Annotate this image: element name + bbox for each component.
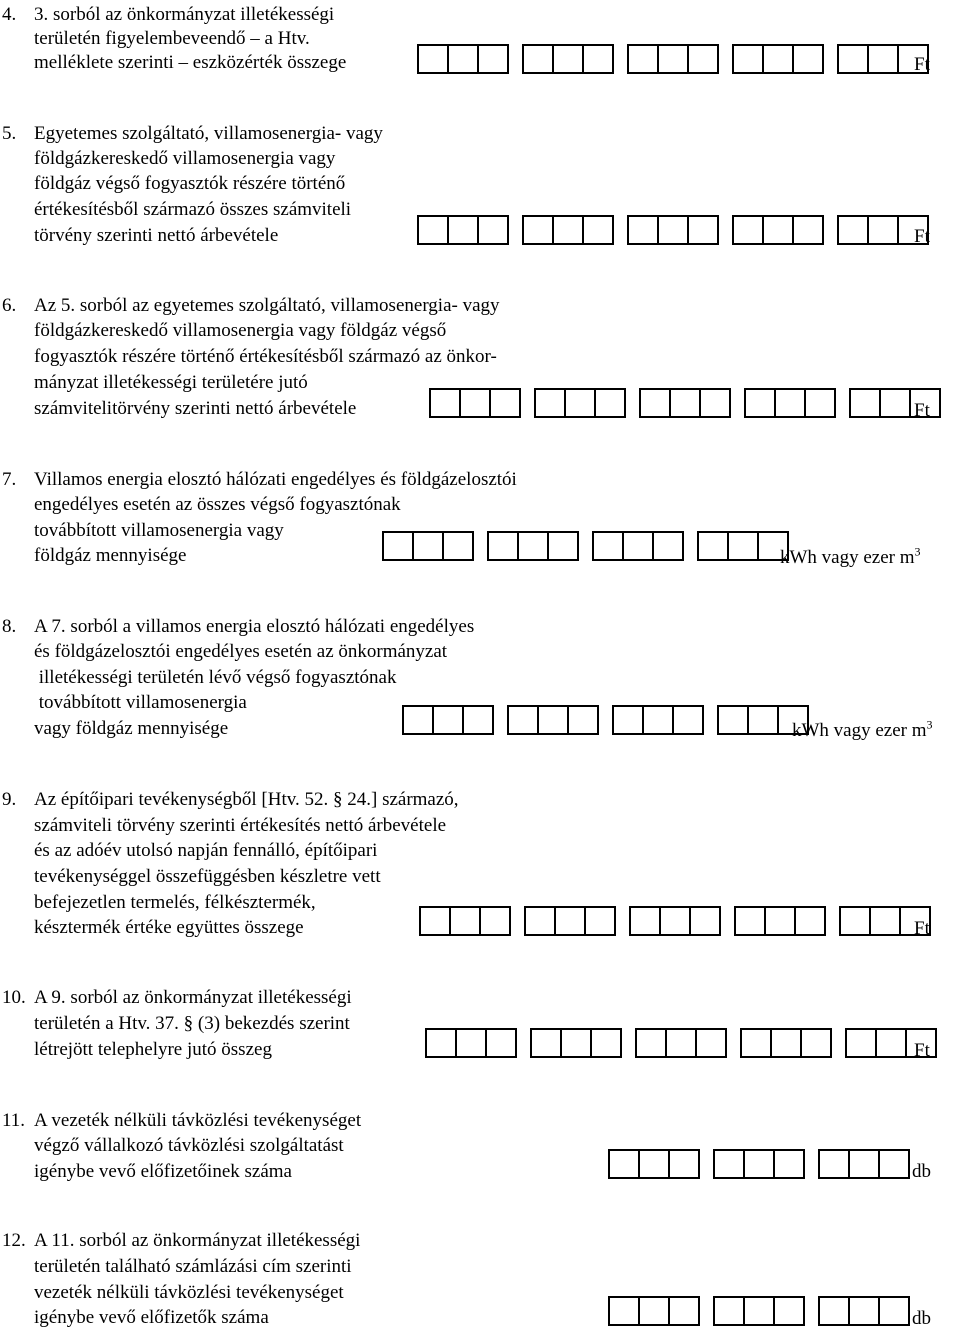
digit-cell[interactable] [869,217,899,243]
digit-group [417,44,509,74]
unit-text: kWh vagy ezer m [780,547,915,568]
digit-cell[interactable] [880,1151,908,1177]
row-label-line: melléklete szerinti – eszközérték összege [34,52,347,73]
digit-group [740,1028,832,1058]
digit-group [524,906,616,936]
digit-cell[interactable] [610,1151,640,1177]
digit-cell[interactable] [519,533,549,559]
row-label-line: törvény szerinti nettó árbevétele [34,225,279,246]
digit-cell[interactable] [427,1030,457,1056]
digit-cell[interactable] [734,217,764,243]
row-label-line: földgázkereskedő villamosenergia vagy [34,148,336,169]
digit-cell[interactable] [569,707,597,733]
digit-cell[interactable] [839,46,869,72]
row-number: 4. [2,4,17,25]
row-label-line: A 11. sorból az önkormányzat illetékességi [34,1230,361,1251]
quantity-field[interactable] [382,531,789,561]
row-label-line: vezeték nélküli távközlési tevékenységet [34,1282,344,1303]
row-label-line: és földgázelosztói engedélyes esetén az önkormányzat [34,641,448,662]
digit-group [629,906,721,936]
digit-cell[interactable] [584,217,612,243]
digit-cell[interactable] [444,533,472,559]
unit-label: db [912,1308,931,1329]
digit-cell[interactable] [766,908,796,934]
digit-cell[interactable] [794,217,822,243]
digit-cell[interactable] [775,1298,803,1324]
digit-cell[interactable] [487,1030,515,1056]
digit-cell[interactable] [584,46,612,72]
row-number: 12. [2,1230,26,1251]
digit-cell[interactable] [539,707,569,733]
row-label-line: késztermék értéke együttes összege [34,917,304,938]
row-label-line: igénybe vevő előfizetők száma [34,1307,269,1328]
digit-group [818,1149,910,1179]
unit-label: Ft [914,226,930,247]
digit-group [732,215,824,245]
digit-cell[interactable] [509,707,539,733]
digit-cell[interactable] [464,707,492,733]
digit-cell[interactable] [524,46,554,72]
digit-cell[interactable] [554,46,584,72]
unit-label [792,717,933,742]
row-label-line: A vezeték nélküli távközlési tevékenységet [34,1110,362,1131]
row-label-line: és az adóév utolsó napján fennálló, építőipari [34,840,378,861]
digit-cell[interactable] [802,1030,830,1056]
digit-group [429,388,521,418]
count-field[interactable] [608,1149,910,1179]
row-label-line: Egyetemes szolgáltató, villamosenergia- vagy [34,123,383,144]
digit-cell[interactable] [776,390,806,416]
row-label-line: területén a Htv. 37. § (3) bekezdés szerint [34,1013,350,1034]
digit-cell[interactable] [449,217,479,243]
digit-cell[interactable] [850,1298,880,1324]
digit-cell[interactable] [451,908,481,934]
digit-group [818,1296,910,1326]
digit-group [530,1028,622,1058]
row-label-line: földgáz mennyisége [34,545,187,566]
digit-group [592,531,684,561]
digit-cell[interactable] [524,217,554,243]
digit-cell[interactable] [841,908,871,934]
digit-cell[interactable] [536,390,566,416]
digit-cell[interactable] [764,217,794,243]
row-label-line: értékesítésből származó összes számviteli [34,199,352,220]
digit-cell[interactable] [654,533,682,559]
digit-cell[interactable] [641,390,671,416]
digit-cell[interactable] [772,1030,802,1056]
digit-cell[interactable] [419,217,449,243]
unit-label: Ft [914,400,930,421]
digit-group [697,531,789,561]
row-number: 5. [2,123,17,144]
unit-superscript: 3 [914,544,921,559]
digit-cell[interactable] [736,908,766,934]
digit-cell[interactable] [764,46,794,72]
row-label-line: létrejött telephelyre jutó összeg [34,1039,272,1060]
digit-group [507,705,599,735]
digit-cell[interactable] [701,390,729,416]
row-label-line: fogyasztók részére történő értékesítésből származó az önkor- [34,346,497,367]
digit-cell[interactable] [592,1030,620,1056]
digit-cell[interactable] [419,46,449,72]
digit-cell[interactable] [745,1151,775,1177]
digit-cell[interactable] [479,217,507,243]
row-label-line: területén található számlázási cím szerinti [34,1256,352,1277]
row-label-line: számviteli törvény szerinti értékesítés nettó árbevétele [34,815,447,836]
digit-group [612,705,704,735]
digit-cell[interactable] [880,1298,908,1324]
digit-group [417,215,509,245]
digit-cell[interactable] [877,1030,907,1056]
digit-cell[interactable] [404,707,434,733]
row-label-line: Az 5. sorból az egyetemes szolgáltató, villamosenergia- vagy [34,295,500,316]
row-label-line: illetékességi területén lévő végső fogyasztónak [34,667,397,688]
digit-group [627,215,719,245]
row-label-line: 3. sorból az önkormányzat illetékességi [34,4,335,25]
row-label-line: továbbított villamosenergia [34,692,247,713]
digit-cell[interactable] [699,533,729,559]
digit-cell[interactable] [526,908,556,934]
digit-group [608,1296,700,1326]
digit-cell[interactable] [742,1030,772,1056]
count-field[interactable] [608,1296,910,1326]
row-label-line: A 9. sorból az önkormányzat illetékességi [34,987,352,1008]
digit-cell[interactable] [661,908,691,934]
digit-cell[interactable] [806,390,834,416]
digit-cell[interactable] [610,1298,640,1324]
digit-cell[interactable] [734,46,764,72]
digit-cell[interactable] [614,707,644,733]
digit-cell[interactable] [671,390,701,416]
digit-cell[interactable] [631,908,661,934]
digit-cell[interactable] [689,46,717,72]
digit-cell[interactable] [431,390,461,416]
row-label-line: földgáz végső fogyasztók részére történő [34,173,346,194]
digit-cell[interactable] [691,908,719,934]
digit-group [734,906,826,936]
digit-group [522,44,614,74]
digit-cell[interactable] [586,908,614,934]
digit-cell[interactable] [697,1030,725,1056]
amount-field[interactable] [429,388,941,418]
digit-cell[interactable] [384,533,414,559]
digit-cell[interactable] [729,533,759,559]
row-label-line: Az építőipari tevékenységből [Htv. 52. § 24.] származó, [34,789,459,810]
digit-cell[interactable] [749,707,779,733]
digit-group [744,388,836,418]
digit-group [627,44,719,74]
amount-field[interactable] [419,906,931,936]
digit-cell[interactable] [629,217,659,243]
digit-group [534,388,626,418]
digit-cell[interactable] [640,1298,670,1324]
digit-group [608,1149,700,1179]
digit-group [732,44,824,74]
digit-cell[interactable] [637,1030,667,1056]
digit-cell[interactable] [745,1298,775,1324]
digit-cell[interactable] [624,533,654,559]
row-number: 8. [2,616,17,637]
digit-cell[interactable] [596,390,624,416]
quantity-field[interactable] [402,705,809,735]
row-label-line: területén figyelembeveendő – a Htv. [34,28,310,49]
digit-cell[interactable] [532,1030,562,1056]
digit-cell[interactable] [847,1030,877,1056]
digit-cell[interactable] [554,217,584,243]
digit-group [522,215,614,245]
digit-cell[interactable] [414,533,444,559]
digit-cell[interactable] [659,217,689,243]
digit-cell[interactable] [640,1151,670,1177]
digit-cell[interactable] [489,533,519,559]
digit-cell[interactable] [850,1151,880,1177]
digit-cell[interactable] [481,908,509,934]
unit-label: db [912,1161,931,1182]
digit-cell[interactable] [775,1151,803,1177]
digit-cell[interactable] [715,1151,745,1177]
digit-cell[interactable] [851,390,881,416]
digit-group [425,1028,517,1058]
row-label-line: igénybe vevő előfizetőinek száma [34,1161,292,1182]
digit-group [635,1028,727,1058]
row-number: 11. [2,1110,26,1131]
digit-cell[interactable] [871,908,901,934]
row-label-line: mányzat illetékességi területére jutó [34,372,308,393]
digit-cell[interactable] [491,390,519,416]
row-number: 9. [2,789,17,810]
digit-cell[interactable] [820,1298,850,1324]
digit-cell[interactable] [670,1151,698,1177]
digit-cell[interactable] [556,908,586,934]
unit-label: Ft [914,918,930,939]
digit-cell[interactable] [562,1030,592,1056]
unit-label: Ft [914,54,930,75]
row-number: 6. [2,295,17,316]
digit-cell[interactable] [479,46,507,72]
row-label-line: vagy földgáz mennyisége [34,718,229,739]
digit-cell[interactable] [881,390,911,416]
digit-cell[interactable] [667,1030,697,1056]
row-label-line: A 7. sorból a villamos energia elosztó hálózati engedélyes [34,616,475,637]
digit-cell[interactable] [449,46,479,72]
row-label-line: tevékenységgel összefüggésben készletre vett [34,866,381,887]
digit-group [639,388,731,418]
unit-label [780,544,921,569]
digit-cell[interactable] [719,707,749,733]
digit-cell[interactable] [820,1151,850,1177]
digit-cell[interactable] [746,390,776,416]
row-number: 7. [2,469,17,490]
digit-cell[interactable] [689,217,717,243]
digit-cell[interactable] [421,908,451,934]
amount-field[interactable] [417,44,929,74]
digit-cell[interactable] [594,533,624,559]
unit-text: kWh vagy ezer m [792,720,927,741]
row-label-line: engedélyes esetén az összes végső fogyasztónak [34,494,401,515]
digit-group [402,705,494,735]
row-label-line: továbbított villamosenergia vagy [34,520,284,541]
digit-cell[interactable] [549,533,577,559]
digit-cell[interactable] [659,46,689,72]
digit-cell[interactable] [457,1030,487,1056]
digit-cell[interactable] [839,217,869,243]
digit-cell[interactable] [670,1298,698,1324]
row-number: 10. [2,987,26,1008]
digit-group [487,531,579,561]
row-label-line: végző vállalkozó távközlési szolgáltatást [34,1135,344,1156]
digit-group [713,1149,805,1179]
digit-cell[interactable] [644,707,674,733]
digit-group [713,1296,805,1326]
digit-group [419,906,511,936]
amount-field[interactable] [425,1028,937,1058]
row-label-line: Villamos energia elosztó hálózati engedélyes és földgázelosztói [34,469,517,490]
digit-cell[interactable] [794,46,822,72]
row-label-line: befejezetlen termelés, félkésztermék, [34,892,316,913]
digit-cell[interactable] [869,46,899,72]
amount-field[interactable] [417,215,929,245]
digit-cell[interactable] [566,390,596,416]
digit-cell[interactable] [674,707,702,733]
digit-cell[interactable] [715,1298,745,1324]
digit-cell[interactable] [796,908,824,934]
row-label-line: számvitelitörvény szerinti nettó árbevétele [34,398,357,419]
digit-cell[interactable] [629,46,659,72]
digit-cell[interactable] [434,707,464,733]
digit-cell[interactable] [461,390,491,416]
unit-label: Ft [914,1040,930,1061]
unit-superscript: 3 [926,717,933,732]
digit-group [382,531,474,561]
row-label-line: földgázkereskedő villamosenergia vagy földgáz végső [34,320,447,341]
